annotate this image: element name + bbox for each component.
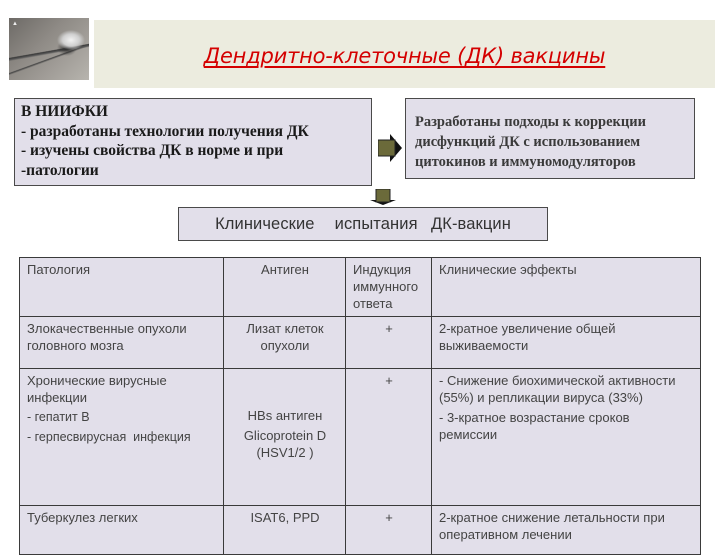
pathology-sub-hepatitis-b: - гепатит В (27, 410, 90, 424)
cell-effects (432, 369, 701, 506)
effects-line: выживаемости (439, 338, 529, 353)
cell-pathology (20, 369, 224, 506)
table-row (20, 369, 701, 506)
cell-pathology (20, 317, 224, 369)
antigen-line: опухоли (260, 338, 310, 353)
cell-pathology (20, 506, 224, 555)
antigen-line: Лизат клеток (246, 321, 324, 336)
table-header-row (20, 258, 701, 317)
header-clinical-effects: Клинические эффекты (432, 258, 701, 317)
effects-line: 2-кратное снижение летальности при (439, 510, 665, 525)
niifki-item-pathology: -патологии (21, 161, 99, 179)
pathology-line: Туберкулез легких (27, 510, 138, 525)
antigen-line: HBs антиген (247, 408, 323, 423)
correction-line-2: дисфункций ДК с использованием (415, 134, 641, 150)
pathology-line: инфекции (27, 390, 88, 405)
cell-induction: + (346, 506, 432, 555)
effects-line: - 3-кратное возрастание сроков (439, 410, 630, 425)
correction-line-3: цитокинов и иммуномодуляторов (415, 154, 636, 170)
cell-antigen (224, 369, 346, 506)
table-row (20, 317, 701, 369)
dendritic-cell-photo (9, 18, 89, 80)
slide-title: Дендритно-клеточные (ДК) вакцины (203, 44, 606, 68)
clinical-trials-label: Клинические испытания ДК-вакцин (215, 214, 511, 233)
effects-line: - Снижение биохимической активности (439, 373, 676, 388)
header-induction-line-1: Индукция (353, 262, 412, 277)
effects-line: 2-кратное увеличение общей (439, 321, 616, 336)
header-antigen: Антиген (224, 258, 346, 317)
antigen-line: ISAT6, PPD (250, 510, 320, 525)
antigen-line: (HSV1/2 ) (256, 445, 314, 460)
pathology-line: Хронические вирусные (27, 373, 167, 388)
correction-approaches-box (405, 98, 695, 179)
correction-line-1: Разработаны подходы к коррекции (415, 114, 646, 130)
pathology-line: головного мозга (27, 338, 124, 353)
cell-induction: + (346, 369, 432, 506)
header-pathology: Патология (20, 258, 224, 317)
clinical-trials-table (19, 257, 701, 555)
pathology-sub-herpes: - герпесвирусная инфекция (27, 430, 191, 444)
cell-antigen (224, 506, 346, 555)
table-row (20, 506, 701, 555)
clinical-trials-box (178, 207, 548, 241)
niifki-box (14, 98, 372, 186)
niifki-item-technologies: - разработаны технологии получения ДК (21, 122, 309, 140)
antigen-line: Glicoprotein D (243, 428, 327, 443)
cell-antigen (224, 317, 346, 369)
arrow-down-icon (370, 189, 396, 205)
title-banner (94, 20, 715, 88)
header-induction-line-2: иммунного (353, 279, 419, 294)
niifki-heading: В НИИФКИ (21, 103, 108, 120)
cell-effects (432, 506, 701, 555)
effects-line: ремиссии (439, 427, 498, 442)
header-immune-induction (346, 258, 432, 317)
pathology-line: Злокачественные опухоли (27, 321, 187, 336)
niifki-item-properties: - изучены свойства ДК в норме и при (21, 142, 284, 159)
photo-marker-icon: ▲ (12, 21, 18, 27)
effects-line: (55%) и репликации вируса (33%) (439, 390, 643, 405)
cell-effects (432, 317, 701, 369)
arrow-right-icon (378, 134, 402, 162)
effects-line: оперативном лечении (439, 527, 572, 542)
header-induction-line-3: ответа (353, 296, 393, 311)
cell-induction: + (346, 317, 432, 369)
